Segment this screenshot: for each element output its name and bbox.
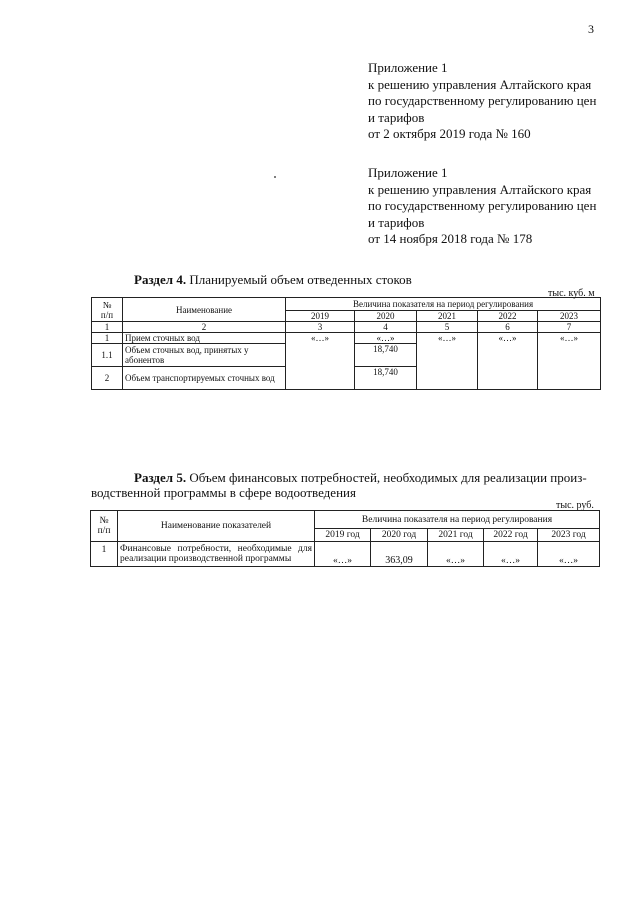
header-num-line: п/п [97, 526, 111, 536]
row-value: «…» [538, 333, 601, 390]
appendix-line: к решению управления Алтайского края [368, 76, 592, 92]
year-header: 2023 [538, 311, 601, 322]
column-number: 1 [92, 322, 123, 333]
table-row [92, 333, 601, 344]
appendix-line: и тарифов [368, 214, 425, 230]
header-num-line: № [102, 299, 112, 310]
row-value: 363,09 [371, 542, 428, 567]
header-num-line: № [99, 516, 109, 526]
row-num: 2 [92, 367, 123, 390]
row-value: «…» [484, 542, 538, 567]
row-value: «…» [428, 542, 484, 567]
section5-table [90, 510, 600, 567]
row-name-line: Финансовые потребности, необходимые для [120, 544, 312, 554]
row-value: 18,740 [355, 344, 417, 367]
row-num: 1.1 [92, 344, 123, 367]
row-num: 1 [92, 333, 123, 344]
table-header-row [91, 511, 600, 529]
row-value: «…» [286, 333, 355, 390]
header-num [92, 298, 123, 322]
appendix-line: от 2 октября 2019 года № 160 [368, 126, 531, 141]
header-num [91, 511, 118, 542]
section5-title-label: Раздел 5. [134, 470, 187, 485]
page-number: 3 [588, 22, 594, 36]
year-header: 2021 [417, 311, 478, 322]
year-header: 2020 год [371, 529, 428, 542]
appendix-header-current [368, 60, 596, 143]
column-number: 4 [355, 322, 417, 333]
section5-unit: тыс. руб. [556, 500, 594, 511]
header-name: Наименование показателей [118, 511, 315, 542]
header-name: Наименование [123, 298, 286, 322]
column-number: 6 [478, 322, 538, 333]
header-period: Величина показателя на период регулирования [286, 298, 601, 311]
scan-speck [274, 176, 276, 178]
row-value: «…» [478, 333, 538, 390]
column-number: 3 [286, 322, 355, 333]
column-numbers-row [92, 322, 601, 333]
appendix-line: по государственному регулированию цен [368, 198, 597, 213]
table-header-row [92, 298, 601, 311]
appendix-line: и тарифов [368, 109, 425, 125]
table-row [91, 542, 600, 567]
year-header: 2023 год [538, 529, 600, 542]
section4-title-text: Планируемый объем отведенных стоков [186, 272, 412, 287]
year-header: 2022 [478, 311, 538, 322]
column-number: 5 [417, 322, 478, 333]
row-name-line: реализации производственной программы [120, 554, 292, 564]
section4-title-label: Раздел 4. [134, 272, 187, 287]
year-header: 2022 год [484, 529, 538, 542]
appendix-line: Приложение 1 [368, 165, 448, 180]
row-name [118, 542, 315, 567]
appendix-line: Приложение 1 [368, 60, 448, 75]
appendix-line: от 14 ноября 2018 года № 178 [368, 231, 533, 246]
section5-title-text: Объем финансовых потребностей, необходимых для реализации произ- [186, 470, 587, 485]
column-number: 7 [538, 322, 601, 333]
row-value: 18,740 [355, 367, 417, 390]
column-number: 2 [123, 322, 286, 333]
row-name: Объем транспортируемых сточных вод [123, 367, 286, 390]
section5-title-continued: водственной программы в сфере водоотведения [91, 485, 356, 500]
header-num-line: п/п [100, 309, 114, 320]
year-header: 2019 [286, 311, 355, 322]
appendix-line: к решению управления Алтайского края [368, 181, 592, 197]
year-header: 2021 год [428, 529, 484, 542]
row-value: «…» [417, 333, 478, 390]
appendix-line: по государственному регулированию цен [368, 93, 597, 108]
row-value: «…» [355, 333, 417, 344]
section4-title [134, 272, 412, 288]
year-header: 2019 год [315, 529, 371, 542]
section4-unit: тыс. куб. м [548, 288, 595, 299]
section4-table [91, 297, 601, 390]
row-num: 1 [91, 542, 118, 567]
row-value: «…» [538, 542, 600, 567]
section5-title [134, 470, 587, 486]
header-period: Величина показателя на период регулирования [315, 511, 600, 529]
appendix-header-previous [368, 165, 596, 248]
row-value: «…» [315, 542, 371, 567]
row-name: Объем сточных вод, принятых у абонентов [123, 344, 286, 367]
row-name: Прием сточных вод [123, 333, 286, 344]
year-header: 2020 [355, 311, 417, 322]
